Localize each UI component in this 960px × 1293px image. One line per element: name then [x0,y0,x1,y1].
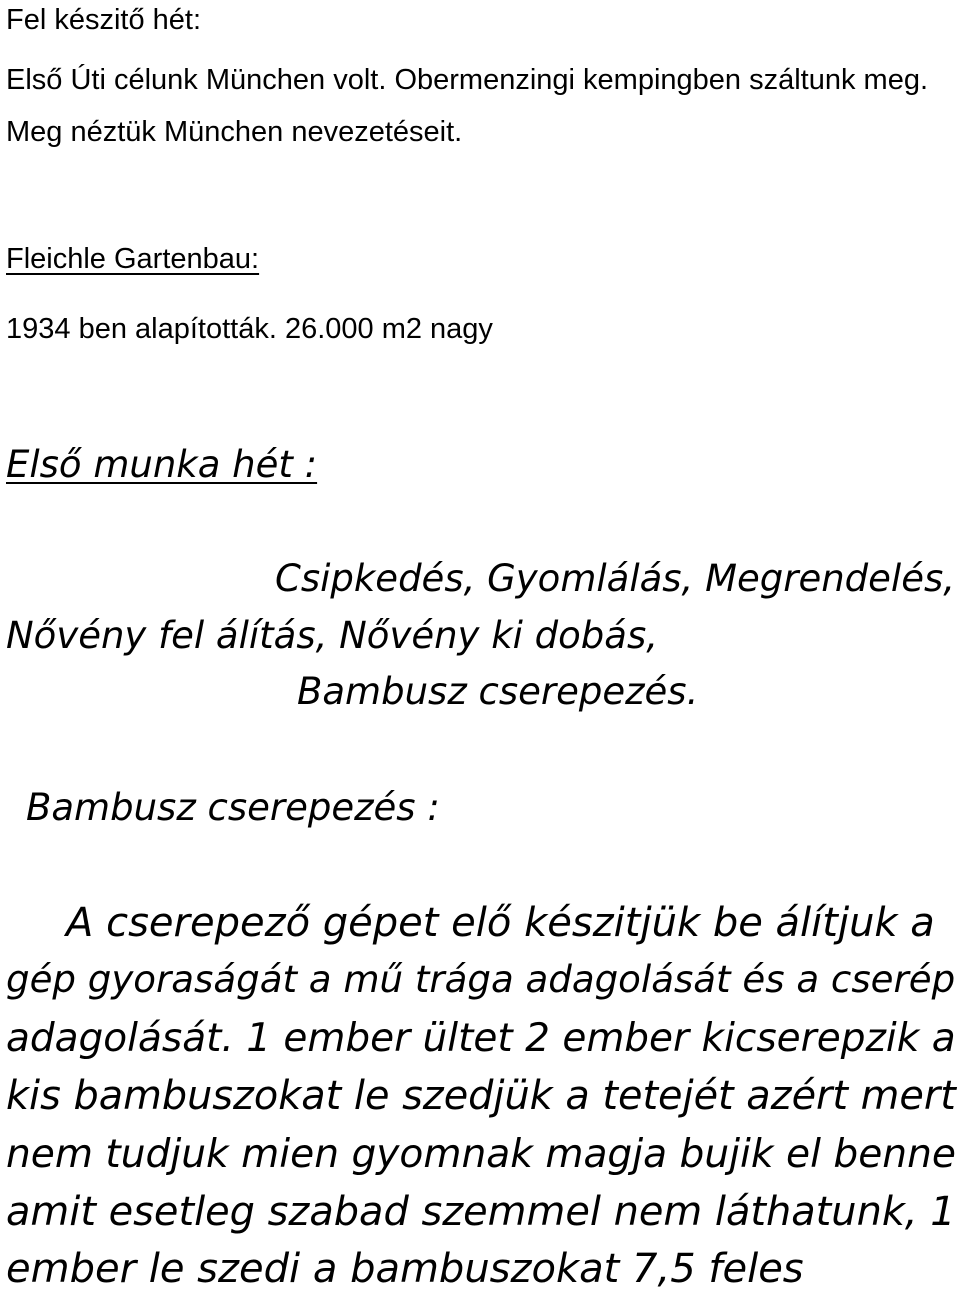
bamboo-line-6: amit esetleg szabad szemmel nem láthatunk, 1 [6,1189,956,1235]
week1-line-2: Nővény fel álítás, Nővény ki dobás, [6,614,658,657]
bamboo-line-5: nem tudjuk mien gyomnak magja bujik el benne [6,1132,956,1177]
bamboo-heading: Bambusz cserepezés : [26,786,440,829]
bamboo-line-2: gép gyoraságát a mű trága adagolását és a cserép [6,958,956,1001]
week1-line-3: Bambusz cserepezés. [297,670,699,713]
bamboo-line-4: kis bambuszokat le szedjük a tetejét azért mert [6,1073,956,1119]
week1-heading: Első munka hét : [6,443,318,486]
company-heading: Fleichle Gartenbau: [6,243,260,275]
week1-line-1: Csipkedés, Gyomlálás, Megrendelés, [275,557,956,600]
intro-heading: Fel készitő hét: [6,4,202,36]
bamboo-line-1: A cserepező gépet elő készitjük be álítjuk a [66,900,935,946]
bamboo-line-3: adagolását. 1 ember ültet 2 ember kicserepzik a [6,1016,956,1061]
intro-line-1: Első Úti célunk München volt. Obermenzingi kempingben száltunk meg. [6,64,929,96]
bamboo-line-7: ember le szedi a bambuszokat 7,5 feles [6,1246,804,1292]
company-info-line: 1934 ben alapították. 26.000 m2 nagy [6,313,493,345]
intro-line-2: Meg néztük München nevezetéseit. [6,116,463,148]
